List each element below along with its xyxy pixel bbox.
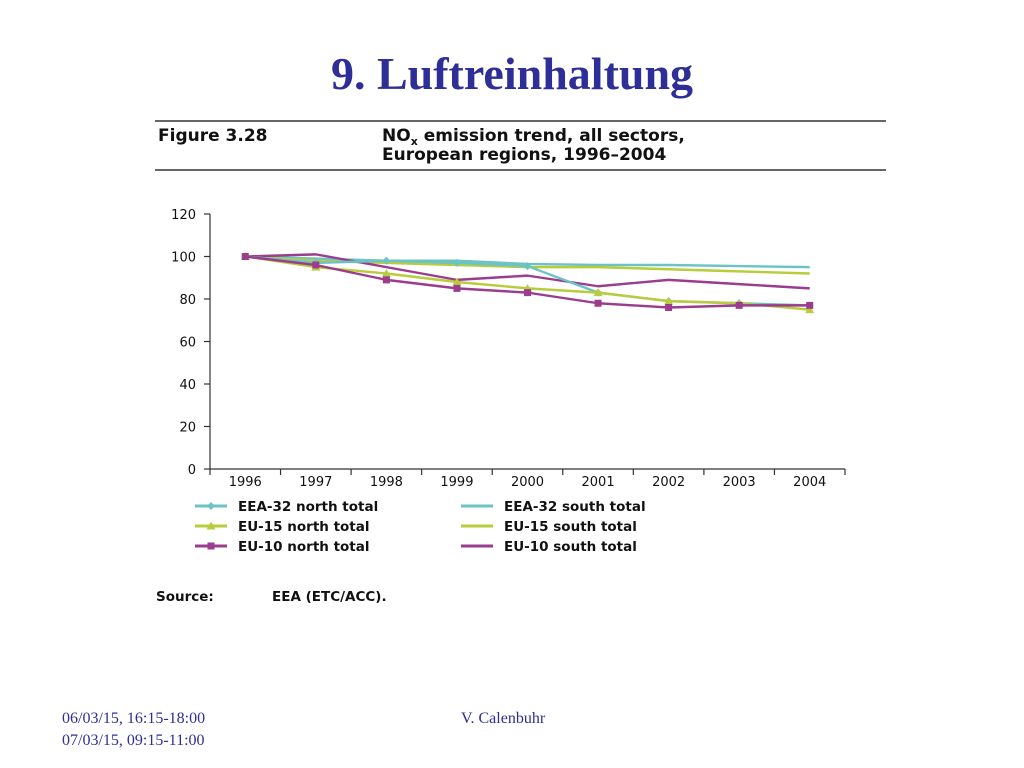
x-tick-label: 2002: [652, 475, 686, 490]
figure-caption-line2: European regions, 1996–2004: [382, 145, 667, 165]
y-ticks: [171, 208, 210, 478]
x-tick-label: 1997: [299, 475, 333, 490]
legend-label-eu-10-north-total: EU-10 north total: [238, 539, 370, 555]
source-label: Source:: [156, 589, 214, 605]
x-tick-label: 1998: [369, 475, 403, 490]
legend: [195, 499, 646, 555]
point-eu-10-north-total: [595, 300, 602, 307]
x-tick-label: 2003: [722, 475, 756, 490]
legend-label-eea-32-north-total: EEA-32 north total: [238, 499, 379, 515]
y-tick-label: 0: [187, 463, 196, 478]
legend-marker-eea-32-north-total: [207, 502, 215, 510]
x-ticks: [210, 469, 845, 490]
legend-label-eu-15-south-total: EU-15 south total: [504, 519, 637, 535]
point-eu-10-north-total: [524, 289, 531, 296]
footer-dates: [62, 708, 205, 752]
legend-label-eea-32-south-total: EEA-32 south total: [504, 499, 646, 515]
footer-author: V. Calenbuhr: [461, 710, 546, 727]
point-eu-10-north-total: [665, 304, 672, 311]
y-tick-label: 80: [179, 293, 196, 308]
y-tick-label: 120: [171, 208, 196, 223]
point-eu-10-north-total: [242, 253, 249, 260]
x-tick-label: 1999: [440, 475, 474, 490]
x-tick-label: 2004: [793, 475, 827, 490]
y-tick-label: 40: [179, 378, 196, 393]
caption-rest: emission trend, all sectors,: [417, 126, 685, 146]
point-eu-10-north-total: [806, 302, 813, 309]
y-tick-label: 100: [171, 250, 196, 266]
point-eu-10-north-total: [453, 285, 460, 292]
series-group: [241, 252, 814, 313]
footer-date-2: 07/03/15, 09:15-11:00: [62, 732, 205, 749]
y-tick-label: 20: [179, 420, 196, 436]
slide-title: 9. Luftreinhaltung: [330, 48, 694, 99]
point-eu-10-north-total: [736, 302, 743, 309]
point-eu-10-north-total: [312, 262, 319, 269]
x-tick-label: 2001: [581, 475, 615, 490]
figure-number: Figure 3.28: [158, 126, 268, 146]
legend-label-eu-15-north-total: EU-15 north total: [238, 519, 370, 535]
y-tick-label: 60: [179, 335, 196, 351]
footer-date-1: 06/03/15, 16:15-18:00: [62, 710, 206, 727]
point-eu-10-north-total: [383, 276, 390, 283]
legend-label-eu-10-south-total: EU-10 south total: [504, 539, 637, 555]
x-tick-label: 1996: [228, 475, 262, 490]
caption-no: NO: [382, 126, 411, 146]
legend-marker-eu-10-north-total: [208, 543, 215, 550]
source-value: EEA (ETC/ACC).: [272, 589, 387, 605]
caption-subscript: x: [410, 135, 418, 148]
x-tick-label: 2000: [510, 475, 545, 490]
